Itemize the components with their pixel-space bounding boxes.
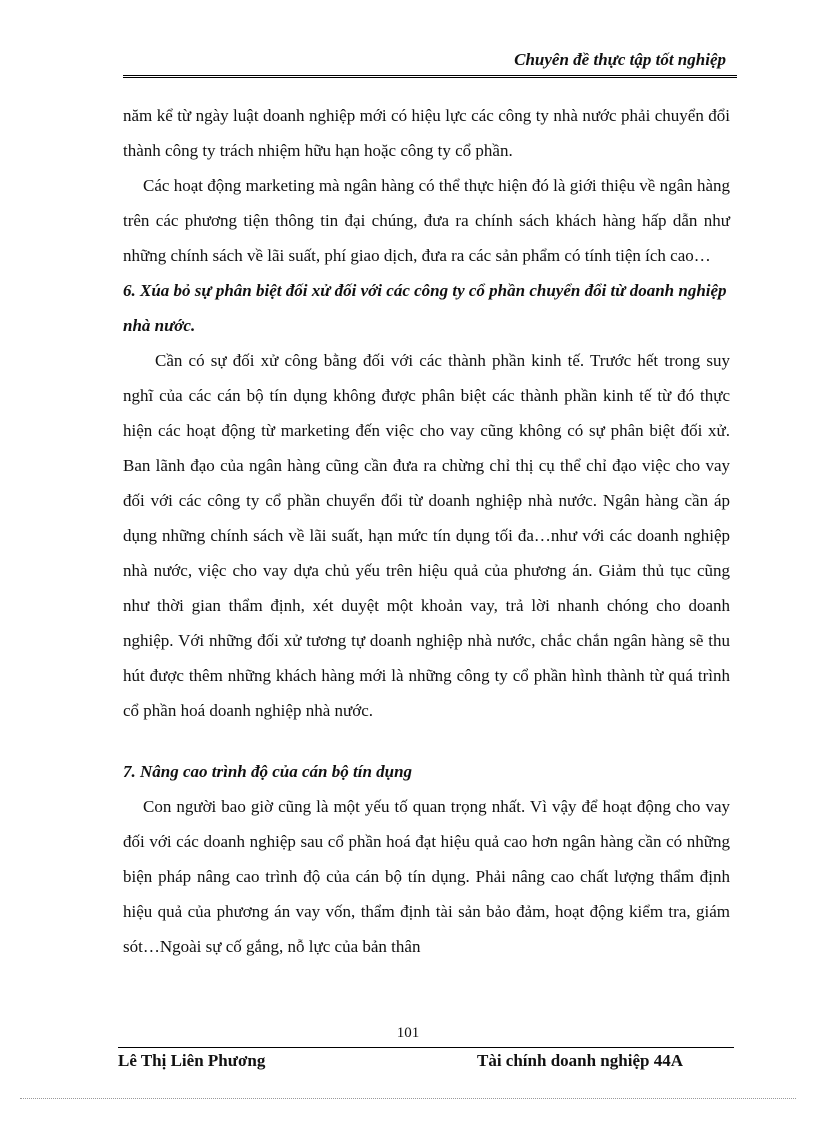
page-number: 101 bbox=[396, 1025, 420, 1041]
footer-author: Lê Thị Liên Phương bbox=[118, 1051, 266, 1070]
page-header-title: Chuyên đề thực tập tốt nghiệp bbox=[514, 50, 726, 69]
paragraph-continuation: năm kể từ ngày luật doanh nghiệp mới có hiệu lực các công ty nhà nước phải chuyển đổi thành công ty trách nhiệm hữu hạn hoặc công ty cổ phần. bbox=[123, 106, 730, 160]
section-heading-7: 7. Nâng cao trình độ của cán bộ tín dụng bbox=[123, 762, 413, 781]
footer-rule bbox=[118, 1047, 734, 1048]
paragraph-marketing: Các hoạt động marketing mà ngân hàng có thể thực hiện đó là giới thiệu về ngân hàng trên các phương tiện thông tin đại chúng, đưa ra chính sách khách hàng hấp dẫn như những chính sách về lãi suất, phí giao dịch, đưa ra các sản phẩm có tính tiện ích cao… bbox=[123, 176, 730, 265]
footer-class-name: Tài chính doanh nghiệp 44A bbox=[477, 1051, 683, 1070]
paragraph-equal-treatment: Cần có sự đối xử công bằng đối với các thành phần kinh tế. Trước hết trong suy nghĩ của các cán bộ tín dụng không được phân biệt các thành phần kinh tế từ đó thực hiện các hoạt động từ marketing đến việc cho vay cũng không có sự phân biệt đối xử. Ban lãnh đạo của ngân hàng cũng cần đưa ra chừng chỉ thị cụ thể chỉ đạo việc cho vay đối với các công ty cổ phần chuyển đổi từ doanh nghiệp nhà nước. Ngân hàng cần áp dụng những chính sách về lãi suất, hạn mức tín dụng tối đa…như với các doanh nghiệp nhà nước, việc cho vay dựa chủ yếu trên hiệu quả của phương án. Giảm thủ tục cũng như thời gian thẩm định, xét duyệt một khoản vay, trả lời nhanh chóng cho doanh nghiệp. Với những đối xử tương tự doanh nghiệp nhà nước, chắc chắn ngân hàng sẽ thu hút được thêm những khách hàng mới là những công ty cổ phần hình thành từ quá trình cổ phần hoá doanh nghiệp nhà nước. bbox=[123, 351, 730, 720]
document-body bbox=[123, 98, 730, 964]
page-bottom-border bbox=[20, 1098, 796, 1099]
paragraph-staff-training: Con người bao giờ cũng là một yếu tố quan trọng nhất. Vì vậy để hoạt động cho vay đối với các doanh nghiệp sau cổ phần hoá đạt hiệu quả cao hơn ngân hàng cần có những biện pháp nâng cao trình độ của cán bộ tín dụng. Phải nâng cao chất lượng thẩm định hiệu quả của phương án vay vốn, thẩm định tài sản bảo đảm, hoạt động kiểm tra, giám sót…Ngoài sự cố gắng, nỗ lực của bản thân bbox=[123, 797, 730, 956]
section-heading-6: 6. Xúa bỏ sự phân biệt đối xử đối với các công ty cổ phần chuyển đổi từ doanh nghiệp nhà nước. bbox=[123, 281, 727, 335]
header-rule bbox=[123, 75, 737, 78]
section-gap bbox=[123, 728, 730, 754]
